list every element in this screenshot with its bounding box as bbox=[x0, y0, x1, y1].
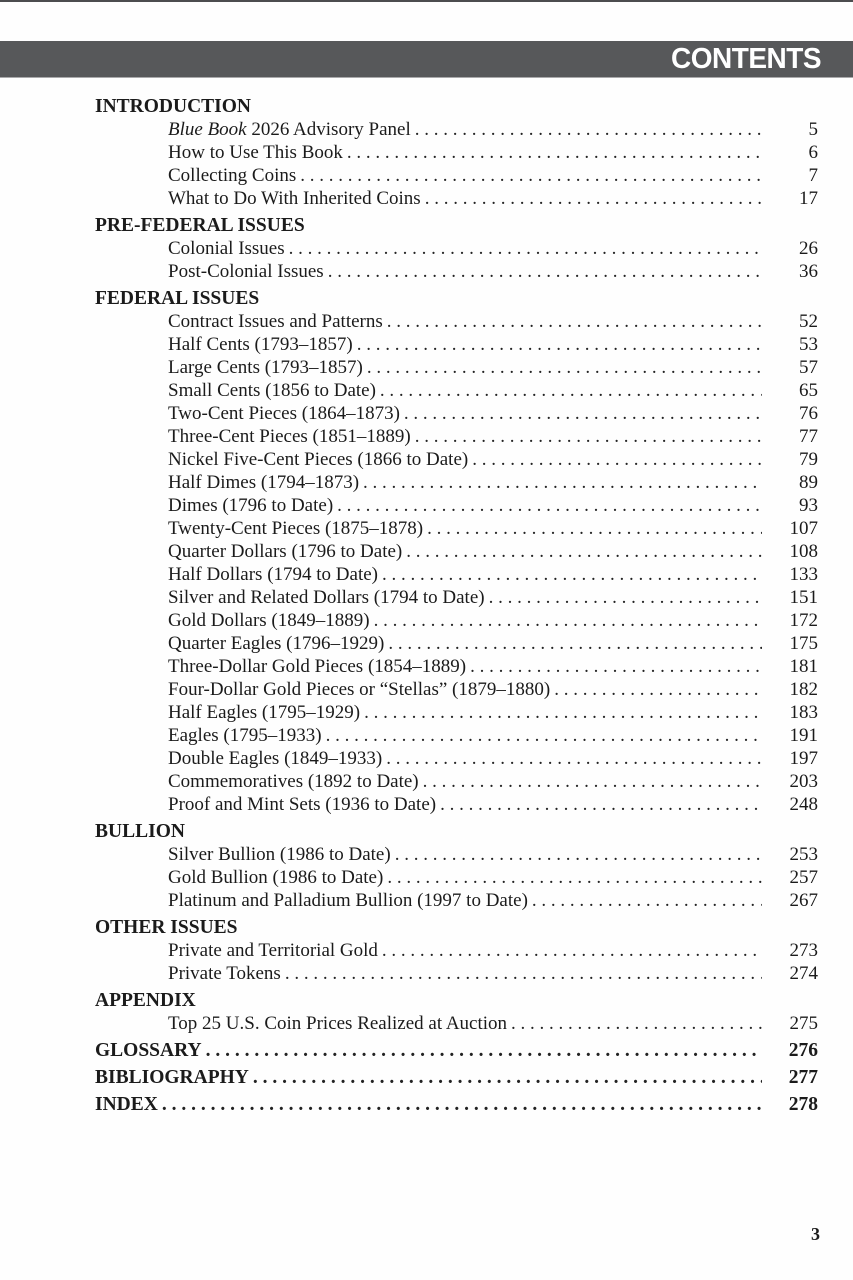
toc-entry-page: 133 bbox=[789, 564, 818, 585]
toc-entry-page: 53 bbox=[799, 334, 818, 355]
toc-entry bbox=[95, 425, 818, 448]
dot-leader bbox=[300, 164, 762, 187]
dot-leader bbox=[404, 402, 762, 425]
toc-entry-page: 108 bbox=[789, 541, 818, 562]
dot-leader bbox=[326, 724, 762, 747]
toc-entry bbox=[95, 310, 818, 333]
dot-leader bbox=[367, 356, 762, 379]
toc-entry bbox=[95, 471, 818, 494]
dot-leader bbox=[364, 701, 762, 724]
toc-entry-page: 175 bbox=[789, 633, 818, 654]
toc-entry-label: FEDERAL ISSUES bbox=[95, 288, 260, 309]
dot-leader bbox=[289, 237, 762, 260]
toc-entry-label: GLOSSARY bbox=[95, 1040, 202, 1061]
toc-entry bbox=[95, 141, 818, 164]
toc-entry bbox=[95, 678, 818, 701]
dot-leader bbox=[374, 609, 762, 632]
toc-entry-label: APPENDIX bbox=[95, 990, 196, 1011]
toc-section-header bbox=[95, 214, 818, 237]
toc-entry-page: 275 bbox=[789, 1013, 818, 1034]
toc-entry-label: Eagles (1795–1933) bbox=[168, 725, 322, 746]
toc-entry bbox=[95, 655, 818, 678]
toc-entry-page: 203 bbox=[789, 771, 818, 792]
toc-entry-page: 65 bbox=[799, 380, 818, 401]
toc-entry-label: Post-Colonial Issues bbox=[168, 261, 324, 282]
toc-entry-label: Four-Dollar Gold Pieces or “Stellas” (1879–1880) bbox=[168, 679, 551, 700]
toc-entry-label: Dimes (1796 to Date) bbox=[168, 495, 334, 516]
dot-leader bbox=[387, 310, 762, 333]
toc-entry-page: 79 bbox=[799, 449, 818, 470]
toc-section-header bbox=[95, 916, 818, 939]
toc-entry bbox=[95, 793, 818, 816]
dot-leader bbox=[511, 1012, 762, 1035]
toc-entry-label: Large Cents (1793–1857) bbox=[168, 357, 363, 378]
contents-header-bar bbox=[0, 41, 853, 78]
dot-leader bbox=[415, 425, 762, 448]
toc-entry-page: 197 bbox=[789, 748, 818, 769]
page-top-edge-rule bbox=[0, 0, 853, 2]
toc-entry-label: Colonial Issues bbox=[168, 238, 285, 259]
dot-leader bbox=[395, 843, 762, 866]
toc-entry-label: INDEX bbox=[95, 1094, 158, 1115]
dot-leader bbox=[440, 793, 762, 816]
toc-entry-page: 172 bbox=[789, 610, 818, 631]
toc-entry bbox=[95, 724, 818, 747]
toc-entry-page: 267 bbox=[789, 890, 818, 911]
toc-entry bbox=[95, 1039, 818, 1062]
toc-entry-label: Commemoratives (1892 to Date) bbox=[168, 771, 419, 792]
dot-leader bbox=[387, 866, 762, 889]
toc-entry bbox=[95, 517, 818, 540]
dot-leader bbox=[253, 1066, 762, 1089]
toc-entry-label: Three-Dollar Gold Pieces (1854–1889) bbox=[168, 656, 467, 677]
toc-entry-label: Gold Dollars (1849–1889) bbox=[168, 610, 370, 631]
toc-entry-label: OTHER ISSUES bbox=[95, 917, 238, 938]
toc-entry bbox=[95, 333, 818, 356]
dot-leader bbox=[380, 379, 762, 402]
toc-entry bbox=[95, 609, 818, 632]
toc-entry-label: Three-Cent Pieces (1851–1889) bbox=[168, 426, 411, 447]
toc-entry bbox=[95, 118, 818, 141]
toc-entry-label: Silver and Related Dollars (1794 to Date) bbox=[168, 587, 485, 608]
toc-entry bbox=[95, 260, 818, 283]
toc-entry bbox=[95, 494, 818, 517]
toc-entry-page: 181 bbox=[789, 656, 818, 677]
toc-entry bbox=[95, 402, 818, 425]
toc-entry-page: 257 bbox=[789, 867, 818, 888]
dot-leader bbox=[206, 1039, 762, 1062]
dot-leader bbox=[415, 118, 762, 141]
toc-entry bbox=[95, 448, 818, 471]
dot-leader bbox=[328, 260, 762, 283]
toc-entry-page: 93 bbox=[799, 495, 818, 516]
toc-entry-label: Half Eagles (1795–1929) bbox=[168, 702, 361, 723]
toc-entry-page: 276 bbox=[788, 1040, 818, 1061]
toc-entry-label: Collecting Coins bbox=[168, 165, 297, 186]
toc-entry-label: How to Use This Book bbox=[168, 142, 343, 163]
dot-leader bbox=[388, 632, 762, 655]
toc-entry-page: 57 bbox=[799, 357, 818, 378]
toc-entry-label: Top 25 U.S. Coin Prices Realized at Auction bbox=[168, 1013, 508, 1034]
toc-entry-label: Silver Bullion (1986 to Date) bbox=[168, 844, 391, 865]
toc-entry-page: 26 bbox=[799, 238, 818, 259]
toc-entry bbox=[95, 1066, 818, 1089]
toc-entry-label: Quarter Dollars (1796 to Date) bbox=[168, 541, 403, 562]
toc-entry-page: 7 bbox=[808, 165, 818, 186]
dot-leader bbox=[423, 770, 762, 793]
dot-leader bbox=[427, 517, 762, 540]
toc-entry bbox=[95, 770, 818, 793]
toc-entry bbox=[95, 747, 818, 770]
dot-leader bbox=[470, 655, 762, 678]
dot-leader bbox=[406, 540, 762, 563]
toc-entry-page: 274 bbox=[789, 963, 818, 984]
toc-entry-label: Half Cents (1793–1857) bbox=[168, 334, 353, 355]
toc-section-header bbox=[95, 287, 818, 310]
toc-entry-page: 76 bbox=[799, 403, 818, 424]
toc-entry-label-italic: Blue Book bbox=[168, 119, 247, 140]
toc-entry-label: Half Dimes (1794–1873) bbox=[168, 472, 360, 493]
table-of-contents bbox=[95, 91, 818, 1116]
toc-entry-label: Platinum and Palladium Bullion (1997 to Date) bbox=[168, 890, 528, 911]
toc-entry bbox=[95, 1093, 818, 1116]
toc-entry bbox=[95, 939, 818, 962]
toc-entry-page: 182 bbox=[789, 679, 818, 700]
toc-entry bbox=[95, 187, 818, 210]
toc-entry-page: 52 bbox=[799, 311, 818, 332]
dot-leader bbox=[285, 962, 762, 985]
toc-entry-label: Blue Book 2026 Advisory Panel bbox=[168, 119, 411, 140]
toc-entry-page: 191 bbox=[789, 725, 818, 746]
dot-leader bbox=[554, 678, 762, 701]
toc-entry-label: Private Tokens bbox=[168, 963, 281, 984]
dot-leader bbox=[382, 939, 762, 962]
toc-entry-page: 278 bbox=[788, 1094, 818, 1115]
toc-entry-label: INTRODUCTION bbox=[95, 96, 252, 117]
toc-entry-label: Double Eagles (1849–1933) bbox=[168, 748, 383, 769]
toc-section-header bbox=[95, 989, 818, 1012]
toc-entry-label: Half Dollars (1794 to Date) bbox=[168, 564, 378, 585]
toc-entry bbox=[95, 563, 818, 586]
toc-entry-label: What to Do With Inherited Coins bbox=[168, 188, 421, 209]
toc-entry-page: 107 bbox=[789, 518, 818, 539]
toc-entry bbox=[95, 540, 818, 563]
toc-entry bbox=[95, 843, 818, 866]
toc-entry-label: Contract Issues and Patterns bbox=[168, 311, 383, 332]
toc-entry-page: 36 bbox=[799, 261, 818, 282]
toc-entry-page: 17 bbox=[799, 188, 818, 209]
toc-section-header bbox=[95, 95, 818, 118]
dot-leader bbox=[489, 586, 762, 609]
toc-entry-label: Proof and Mint Sets (1936 to Date) bbox=[168, 794, 437, 815]
toc-entry-label: Nickel Five-Cent Pieces (1866 to Date) bbox=[168, 449, 469, 470]
toc-entry-label: Gold Bullion (1986 to Date) bbox=[168, 867, 384, 888]
toc-entry bbox=[95, 632, 818, 655]
toc-entry-label: PRE-FEDERAL ISSUES bbox=[95, 215, 305, 236]
toc-entry-page: 77 bbox=[799, 426, 818, 447]
toc-entry-page: 253 bbox=[789, 844, 818, 865]
toc-entry-label: BULLION bbox=[95, 821, 185, 842]
toc-entry bbox=[95, 866, 818, 889]
toc-entry-label: Private and Territorial Gold bbox=[168, 940, 378, 961]
toc-entry bbox=[95, 1012, 818, 1035]
toc-entry-page: 6 bbox=[808, 142, 818, 163]
dot-leader bbox=[363, 471, 762, 494]
toc-entry-page: 183 bbox=[789, 702, 818, 723]
dot-leader bbox=[347, 141, 762, 164]
toc-entry-page: 248 bbox=[789, 794, 818, 815]
toc-entry-page: 273 bbox=[789, 940, 818, 961]
dot-leader bbox=[532, 889, 762, 912]
toc-entry bbox=[95, 586, 818, 609]
page-title: CONTENTS bbox=[671, 42, 821, 75]
toc-entry bbox=[95, 962, 818, 985]
toc-entry bbox=[95, 164, 818, 187]
toc-entry bbox=[95, 889, 818, 912]
dot-leader bbox=[472, 448, 762, 471]
dot-leader bbox=[162, 1093, 762, 1116]
toc-entry-page: 151 bbox=[789, 587, 818, 608]
toc-entry-label: Twenty-Cent Pieces (1875–1878) bbox=[168, 518, 424, 539]
toc-entry bbox=[95, 237, 818, 260]
dot-leader bbox=[357, 333, 762, 356]
dot-leader bbox=[386, 747, 762, 770]
toc-entry-page: 89 bbox=[799, 472, 818, 493]
toc-entry bbox=[95, 356, 818, 379]
dot-leader bbox=[337, 494, 762, 517]
dot-leader bbox=[425, 187, 762, 210]
toc-section-header bbox=[95, 820, 818, 843]
toc-entry-label: Small Cents (1856 to Date) bbox=[168, 380, 376, 401]
toc-entry-page: 277 bbox=[788, 1067, 818, 1088]
toc-entry-label: Two-Cent Pieces (1864–1873) bbox=[168, 403, 400, 424]
toc-entry-page: 5 bbox=[808, 119, 818, 140]
toc-entry-label: Quarter Eagles (1796–1929) bbox=[168, 633, 385, 654]
toc-entry-label: BIBLIOGRAPHY bbox=[95, 1067, 249, 1088]
toc-entry bbox=[95, 379, 818, 402]
page-number: 3 bbox=[811, 1224, 820, 1244]
dot-leader bbox=[382, 563, 762, 586]
toc-entry bbox=[95, 701, 818, 724]
